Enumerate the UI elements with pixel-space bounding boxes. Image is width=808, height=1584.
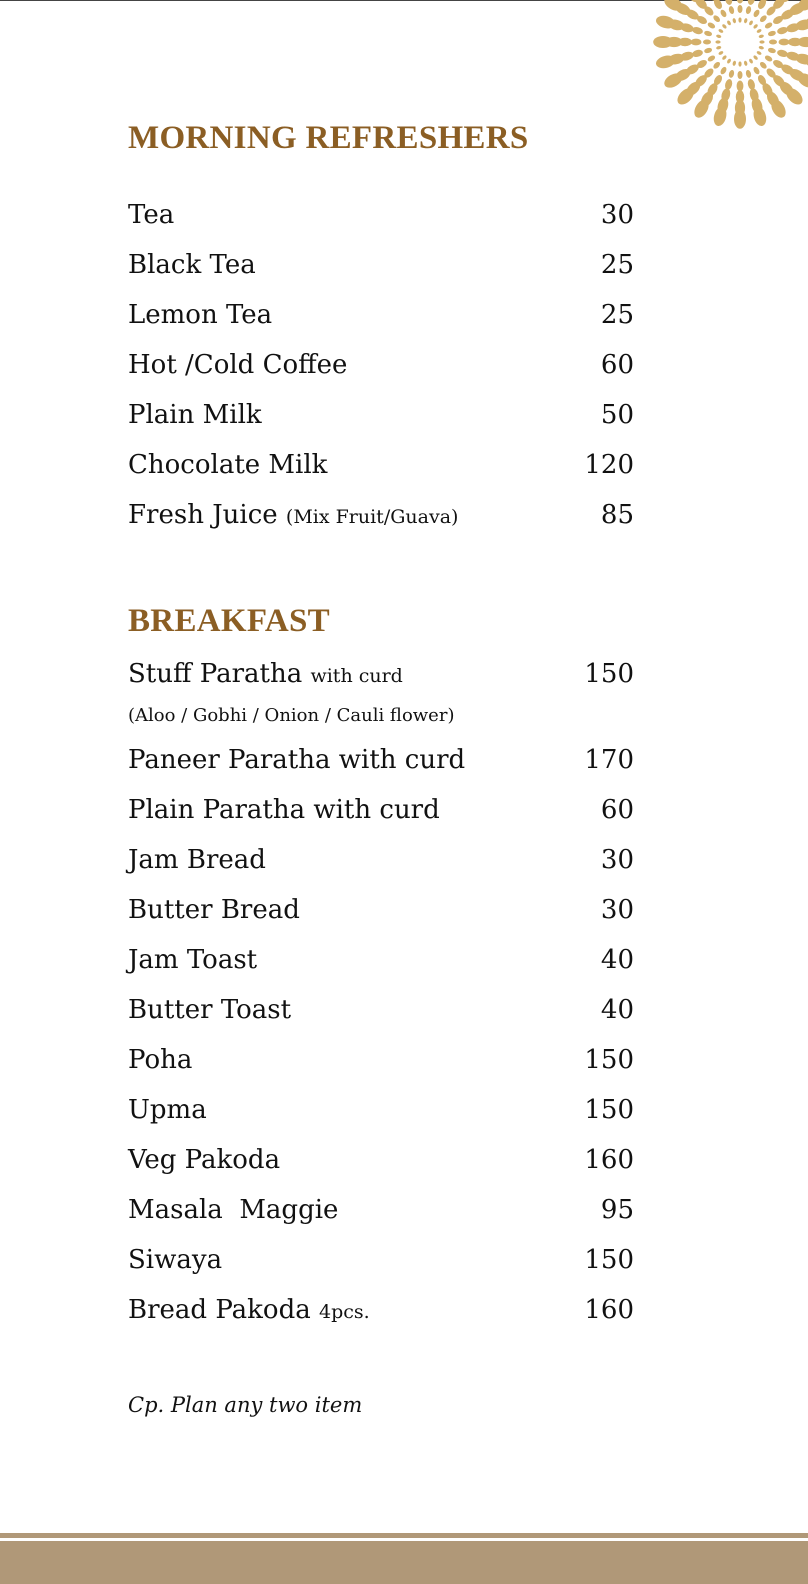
menu-item-butter-bread — [128, 895, 634, 935]
item-price: 25 — [600, 300, 634, 330]
item-price: 160 — [584, 1145, 634, 1175]
item-price: 25 — [600, 250, 634, 280]
section-title-breakfast: BREAKFAST — [128, 603, 330, 639]
item-price: 30 — [600, 200, 634, 230]
item-name: Lemon Tea — [128, 300, 273, 330]
item-price: 120 — [584, 450, 634, 480]
footer-divider — [0, 1533, 808, 1538]
item-name — [128, 500, 458, 530]
item-name: Hot /Cold Coffee — [128, 350, 348, 380]
menu-item-tea — [128, 200, 634, 240]
item-name-text: Fresh Juice — [128, 500, 278, 530]
menu-item-plain-paratha — [128, 795, 634, 835]
menu-item-plain-milk — [128, 400, 634, 440]
item-name: Tea — [128, 200, 175, 230]
menu-item-lemon-tea — [128, 300, 634, 340]
item-name: Butter Toast — [128, 995, 292, 1025]
menu-item-fresh-juice — [128, 500, 634, 540]
menu-item-upma — [128, 1095, 634, 1135]
item-price: 60 — [600, 795, 634, 825]
footer-band — [0, 1541, 808, 1584]
item-name: Masala Maggie — [128, 1195, 339, 1225]
item-price: 50 — [600, 400, 634, 430]
item-name: Upma — [128, 1095, 207, 1125]
item-name-text: Stuff Paratha — [128, 659, 303, 689]
menu-item-siwaya — [128, 1245, 634, 1285]
item-price: 150 — [584, 659, 634, 689]
item-name: Jam Bread — [128, 845, 266, 875]
menu-item-black-tea — [128, 250, 634, 290]
item-price: 40 — [600, 945, 634, 975]
item-note: (Mix Fruit/Guava) — [285, 506, 459, 528]
item-name: Paneer Paratha with curd — [128, 745, 466, 775]
item-name: Jam Toast — [128, 945, 258, 975]
item-note: with curd — [310, 665, 403, 687]
item-name: Butter Bread — [128, 895, 300, 925]
item-subtext: (Aloo / Gobhi / Onion / Cauli flower) — [128, 705, 455, 726]
item-name-text: Bread Pakoda — [128, 1295, 311, 1325]
item-price: 60 — [600, 350, 634, 380]
item-note: 4pcs. — [318, 1301, 370, 1323]
sunburst-decoration-icon — [638, 0, 808, 150]
menu-item-jam-toast — [128, 945, 634, 985]
item-name: Plain Paratha with curd — [128, 795, 440, 825]
menu-item-paneer-paratha — [128, 745, 634, 785]
item-price: 150 — [584, 1045, 634, 1075]
menu-item-masala-maggie — [128, 1195, 634, 1235]
item-name: Plain Milk — [128, 400, 262, 430]
item-price: 85 — [600, 500, 634, 530]
item-name: Poha — [128, 1045, 193, 1075]
item-name: Chocolate Milk — [128, 450, 328, 480]
menu-item-poha — [128, 1045, 634, 1085]
item-name: Black Tea — [128, 250, 256, 280]
menu-item-veg-pakoda — [128, 1145, 634, 1185]
item-price: 95 — [600, 1195, 634, 1225]
menu-item-bread-pakoda — [128, 1295, 634, 1335]
section-title-morning-refreshers: MORNING REFRESHERS — [128, 120, 529, 156]
item-price: 30 — [600, 845, 634, 875]
item-name: Veg Pakoda — [128, 1145, 281, 1175]
menu-item-chocolate-milk — [128, 450, 634, 490]
menu-item-stuff-paratha — [128, 659, 634, 699]
item-price: 160 — [584, 1295, 634, 1325]
item-name — [128, 1295, 370, 1325]
item-price: 150 — [584, 1095, 634, 1125]
menu-item-hot-cold-coffee — [128, 350, 634, 390]
item-name: Siwaya — [128, 1245, 223, 1275]
item-price: 150 — [584, 1245, 634, 1275]
item-price: 40 — [600, 995, 634, 1025]
item-price: 30 — [600, 895, 634, 925]
item-name — [128, 659, 403, 689]
footnote: Cp. Plan any two item — [128, 1393, 363, 1417]
menu-item-butter-toast — [128, 995, 634, 1035]
item-price: 170 — [584, 745, 634, 775]
menu-item-jam-bread — [128, 845, 634, 885]
